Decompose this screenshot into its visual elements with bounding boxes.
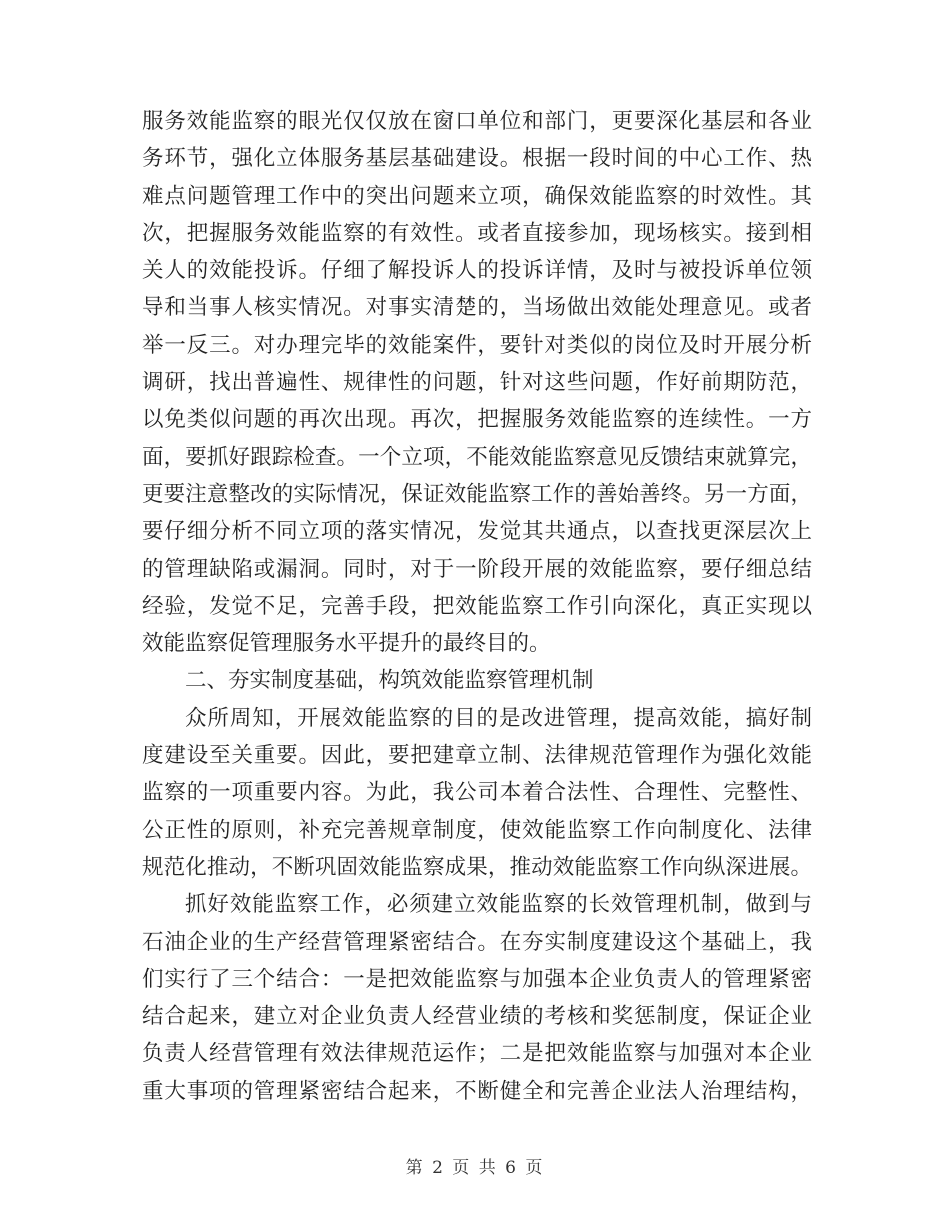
text-line: 监察的一项重要内容。为此，我公司本着合法性、合理性、完整性、: [142, 780, 812, 806]
text-line: 度建设至关重要。因此，要把建章立制、法律规范管理作为强化效能: [142, 743, 812, 769]
page-number-footer: 第 2 页 共 6 页: [405, 1158, 545, 1178]
text-line: 举一反三。对办理完毕的效能案件，要针对类似的岗位及时开展分析: [142, 332, 812, 358]
text-line: 抓好效能监察工作，必须建立效能监察的长效管理机制，做到与: [185, 892, 812, 918]
text-line: 以免类似问题的再次出现。再次，把握服务效能监察的连续性。一方: [142, 407, 812, 433]
text-line: 关人的效能投诉。仔细了解投诉人的投诉详情，及时与被投诉单位领: [142, 258, 812, 284]
text-line: 负责人经营管理有效法律规范运作；二是把效能监察与加强对本企业: [142, 1041, 812, 1067]
text-line: 导和当事人核实情况。对事实清楚的，当场做出效能处理意见。或者: [142, 295, 812, 321]
text-line: 经验，发觉不足，完善手段，把效能监察工作引向深化，真正实现以: [142, 593, 812, 619]
text-line: 服务效能监察的眼光仅仅放在窗口单位和部门，更要深化基层和各业: [142, 109, 812, 134]
text-line: 重大事项的管理紧密结合起来，不断健全和完善企业法人治理结构，: [142, 1078, 812, 1104]
document-body: [142, 103, 812, 1110]
text-line: 难点问题管理工作中的突出问题来立项，确保效能监察的时效性。其: [142, 183, 812, 209]
text-line: 的管理缺陷或漏洞。同时，对于一阶段开展的效能监察，要仔细总结: [142, 556, 812, 582]
text-line: 面，要抓好跟踪检查。一个立项，不能效能监察意见反馈结束就算完，: [142, 444, 812, 470]
text-line: 众所周知，开展效能监察的目的是改进管理，提高效能，搞好制: [185, 705, 812, 731]
text-line: 公正性的原则，补充完善规章制度，使效能监察工作向制度化、法律: [142, 817, 812, 843]
text-line: 要仔细分析不同立项的落实情况，发觉其共通点，以查找更深层次上: [142, 519, 812, 545]
text-line: 调研，找出普遍性、规律性的问题，针对这些问题，作好前期防范，: [142, 370, 812, 396]
section-heading: 二、夯实制度基础，构筑效能监察管理机制: [185, 668, 594, 694]
text-line: 规范化推动，不断巩固效能监察成果，推动效能监察工作向纵深进展。: [142, 854, 812, 880]
text-line: 次，把握服务效能监察的有效性。或者直接参加，现场核实。接到相: [142, 220, 812, 246]
text-line: 更要注意整改的实际情况，保证效能监察工作的善始善终。另一方面，: [142, 481, 812, 507]
text-line: 效能监察促管理服务水平提升的最终目的。: [142, 631, 551, 657]
text-line: 务环节，强化立体服务基层基础建设。根据一段时间的中心工作、热: [142, 146, 812, 172]
text-line: 结合起来，建立对企业负责人经营业绩的考核和奖惩制度，保证企业: [142, 1004, 812, 1030]
text-line: 石油企业的生产经营管理紧密结合。在夯实制度建设这个基础上，我: [142, 929, 812, 955]
text-line: 们实行了三个结合：一是把效能监察与加强本企业负责人的管理紧密: [142, 966, 812, 992]
